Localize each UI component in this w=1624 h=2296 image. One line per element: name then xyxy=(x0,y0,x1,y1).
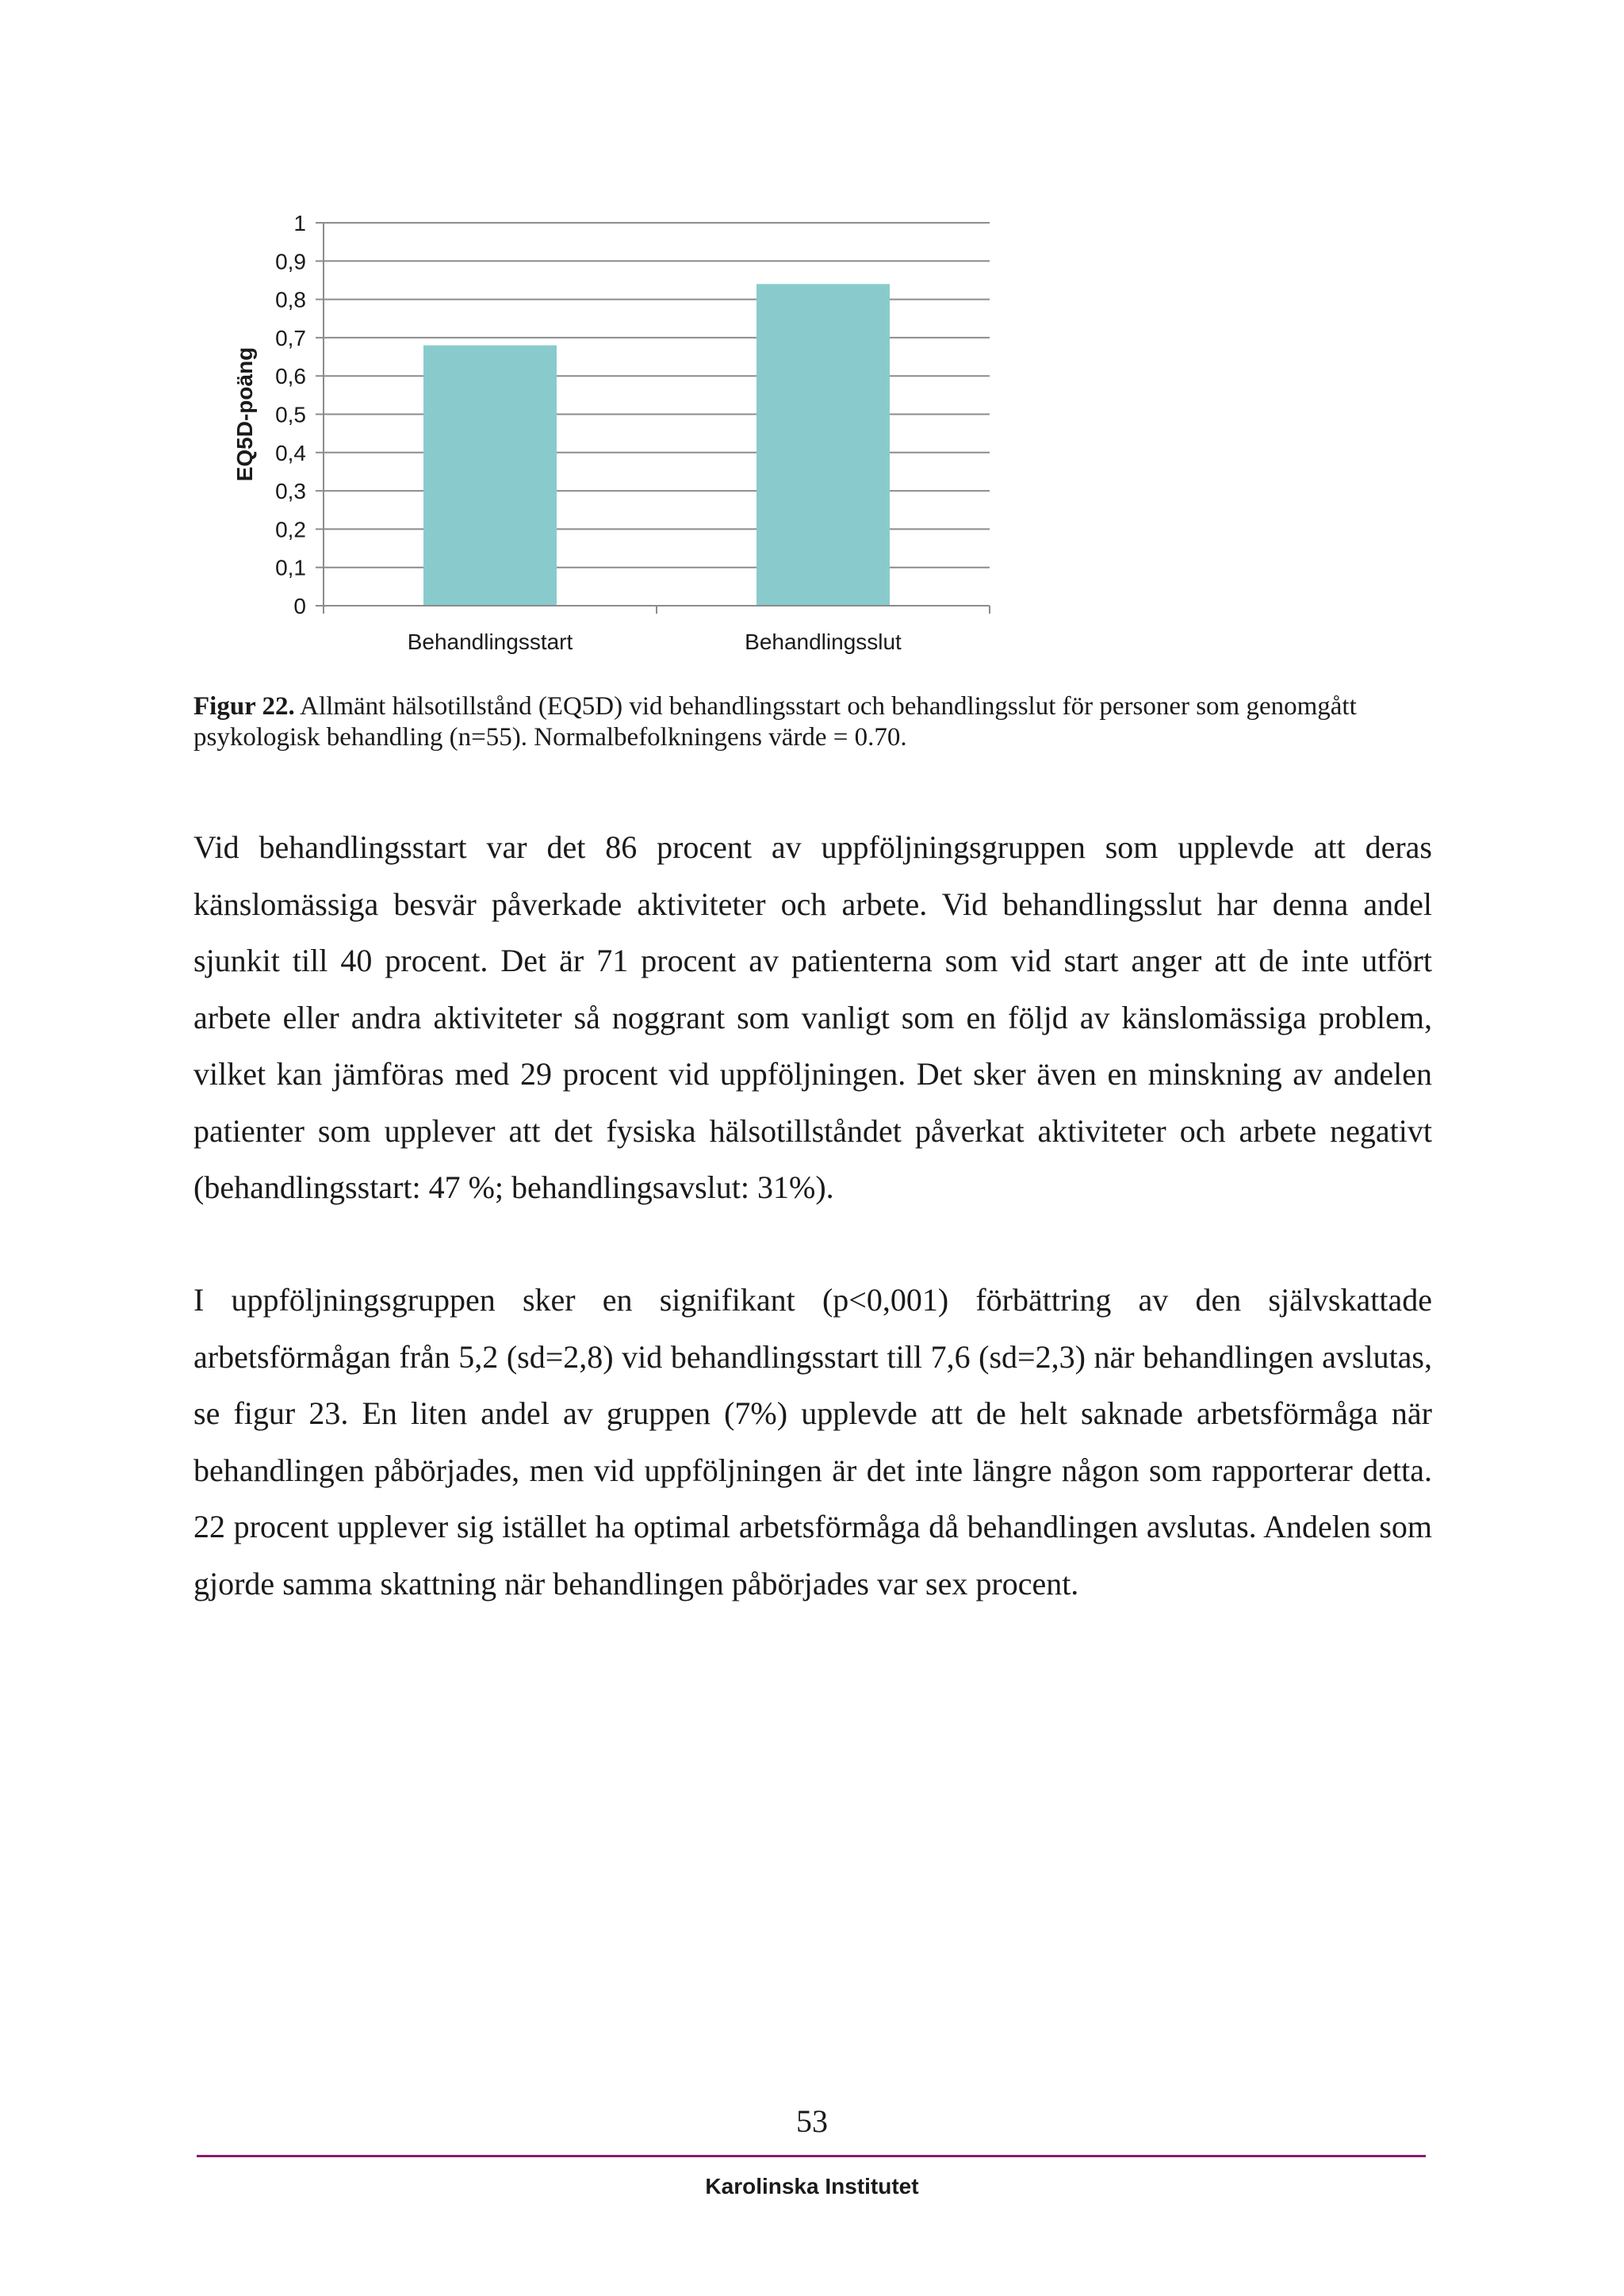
y-tick-label: 0,5 xyxy=(275,402,306,427)
footer-rule xyxy=(197,2155,1426,2157)
y-tick-label: 0,2 xyxy=(275,517,306,542)
y-tick-label: 0 xyxy=(293,594,306,618)
bar xyxy=(756,284,890,606)
y-tick-label: 1 xyxy=(293,211,306,235)
y-tick-label: 0,7 xyxy=(275,325,306,350)
x-category-labels xyxy=(408,629,902,654)
page-number: 53 xyxy=(796,2103,828,2139)
y-tick-label: 0,6 xyxy=(275,364,306,389)
y-tick-label: 0,3 xyxy=(275,479,306,504)
figure-caption-text: Allmänt hälsotillstånd (EQ5D) vid behandlingsstart och behandlingsslut för personer som genomgått psykologisk behandling (n=55). Normalbefolkningens värde = 0.70. xyxy=(193,692,1357,752)
eq5d-bar-chart xyxy=(222,202,999,670)
x-category-label: Behandlingsstart xyxy=(407,629,573,654)
bar xyxy=(423,346,557,606)
y-tick-labels xyxy=(275,211,306,618)
y-tick-label: 0,9 xyxy=(275,249,306,274)
figure-label: Figur 22. xyxy=(193,692,295,721)
body-paragraph: I uppföljningsgruppen sker en signifikant (p<0,001) förbättring av den självskattade arbetsförmågan från 5,2 (sd=2,8) vid behandlingsstart till 7,6 (sd=2,3) när behandlingen avslutas, se figur 23. En liten andel av gruppen (7%) upplevde att de helt saknade arbetsförmåga när behandlingen påbörjades, men vid uppföljningen är det inte längre någon som rapporterar detta. 22 procent upplever sig istället ha optimal arbetsförmåga då behandlingen avslutas. Andelen som gjorde samma skattning när behandlingen påbörjades var sex procent. xyxy=(193,1282,1432,1601)
y-axis-label: EQ5D-poäng xyxy=(232,346,257,482)
body-paragraph: Vid behandlingsstart var det 86 procent av uppföljningsgruppen som upplevde att deras känslomässiga besvär påverkade aktiviteter och arbete. Vid behandlingsslut har denna andel sjunkit till 40 procent. Det är 71 procent av patienterna som vid start anger att de inte utfört arbete eller andra aktiviteter så noggrant som vanligt som en följd av känslomässiga problem, vilket kan jämföras med 29 procent vid uppföljningen. Det sker även en minskning av andelen patienter som upplever att det fysiska hälsotillståndet påverkat aktiviteter och arbete negativt (behandlingsstart: 47 %; behandlingsavslut: 31%). xyxy=(193,829,1432,1205)
footer-institution: Karolinska Institutet xyxy=(705,2174,919,2198)
figure-caption xyxy=(193,691,1431,753)
y-tick-label: 0,8 xyxy=(275,287,306,312)
y-tick-label: 0,1 xyxy=(275,555,306,580)
bars xyxy=(423,284,890,606)
x-category-label: Behandlingsslut xyxy=(745,629,902,654)
y-tick-label: 0,4 xyxy=(275,440,306,465)
